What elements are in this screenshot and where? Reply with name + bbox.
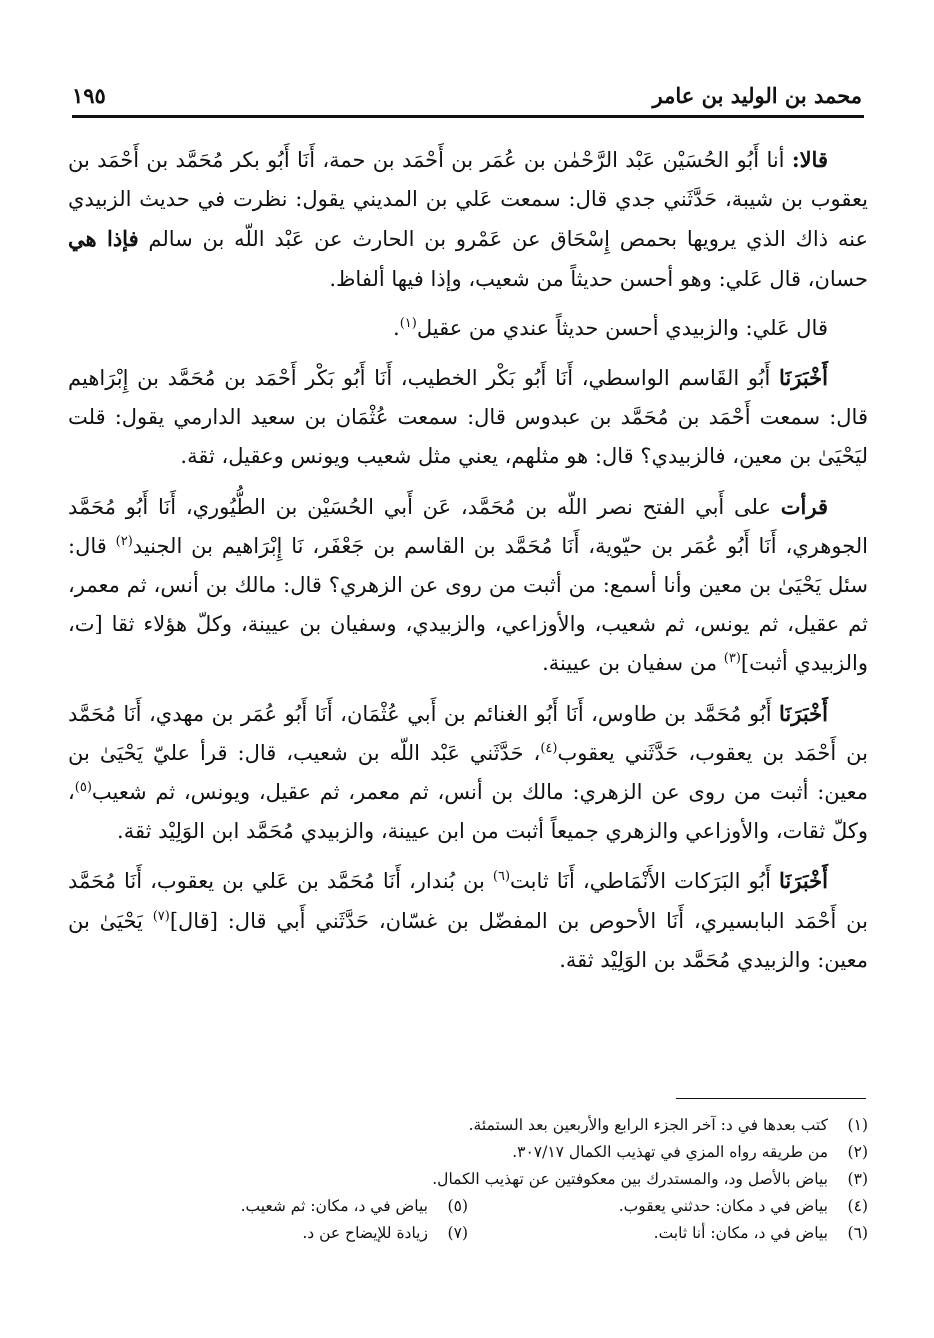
footnote-separator — [676, 1098, 866, 1099]
paragraph — [68, 309, 868, 348]
running-title: محمد بن الوليد بن عامر — [652, 83, 862, 108]
paragraph-text: . — [393, 315, 400, 340]
paragraph-text: حسان، قال عَلي: وهو أحسن حديثاً من شعيب، وإذا فيها ألفاظ. — [329, 266, 868, 291]
footnote-text: بياض بالأصل ود، والمستدرك بين معكوفتين عن تهذيب الكمال. — [432, 1170, 828, 1188]
paragraph-text: قال عَلي: والزبيدي أحسن حديثاً عندي من عقيل — [416, 315, 828, 340]
footnote-number: (٧) — [447, 1224, 468, 1242]
footnote-text: بياض في د مكان: حدثني يعقوب. — [618, 1197, 828, 1215]
bold-text: فإذا هي — [68, 226, 139, 252]
footnote-text: بياض في د، مكان: أنا ثابت. — [653, 1224, 828, 1242]
paragraph-text: ، حَدَّثَني عَبْد اللّه بن شعيب، قال: قرأ عليّ يَحْيَىٰ بن معين: أثبت من روى عن الزهري: مالك بن أنس، ثم معمر، ثم عقيل، ويونس، ثم شعيب — [68, 740, 868, 805]
footnote-5 — [68, 1193, 468, 1220]
footnote-reference: (٦) — [492, 869, 511, 885]
paragraph-text: أَبُو البَرَكات الأَنْمَاطي، أَنَا ثابت — [510, 869, 780, 894]
paragraph-lead-word: أَخْبَرَنَا — [779, 700, 828, 726]
footnote-1 — [68, 1112, 868, 1139]
paragraph-text: أَبُو القَاسم الواسطي، أَنَا أَبُو بَكْر الخطيب، أَنَا أَبُو بَكْر أَحْمَد بن مُحَمَّد بن إِبْرَاهيم قال: سمعت أَحْمَد بن مُحَمَّد بن عبدوس قال: سمعت عُثْمَان بن سعيد الدارمي يقول: قلت ليَحْيَىٰ بن معين، فالزبيدي؟ قال: هو مثلهم، يعني مثل شعيب ويونس وعقيل، ثقة. — [68, 366, 868, 469]
footnotes — [68, 1112, 868, 1247]
footnote-7 — [68, 1220, 468, 1247]
footnote-text: من طريقه رواه المزي في تهذيب الكمال ٣٠٧/١٧. — [512, 1143, 828, 1161]
paragraph-lead-word: أَخْبَرَنَا — [779, 868, 828, 894]
paragraph-text: ، وكلّ ثقات، والأوزاعي والزهري جميعاً أثبت من ابن عيينة، والزبيدي مُحَمَّد ابن الوَلِيْد ثقة. — [68, 780, 868, 844]
footnote-number: (٥) — [447, 1197, 468, 1215]
paragraph — [68, 694, 868, 852]
footnote-number: (٤) — [847, 1197, 868, 1215]
paragraph-text: أَبُو مُحَمَّد بن طاوس، أَنَا أَبُو الغنائم بن أَبي عُثْمَان، أَنَا أَبُو عُمَر بن مهدي، أَنَا مُحَمَّد بن أَحْمَد بن يعقوب، حَدَّثَني يعقوب — [68, 701, 869, 765]
paragraph-text: على أَبي الفتح نصر اللّه بن مُحَمَّد، عَن أَبي الحُسَيْن بن الطُّيُوري، أَنَا أَبُو مُحَمَّد الجوهري، أَنَا أَبُو عُمَر بن حيّوية، أَنَا مُحَمَّد بن القاسم بن جَعْفَر، نَا إِبْرَاهيم بن الجنيد — [68, 494, 868, 558]
paragraph-lead-word: أَخْبَرَنَا — [779, 365, 828, 391]
footnote-number: (٦) — [847, 1224, 868, 1242]
footnote-6 — [468, 1220, 868, 1247]
paragraph-lead-word: قالا: — [791, 147, 828, 172]
paragraph-text: بن بُندار، أَنَا مُحَمَّد بن عَلي بن يعقوب، أَنَا مُحَمَّد بن أَحْمَد البابسيري، أَنَا الأحوص بن المفضّل بن غسّان، حَدَّثَني أَبي قال: [قال] — [68, 869, 869, 933]
header-rule — [72, 115, 864, 118]
footnote-reference: (٤) — [540, 740, 558, 756]
footnote-3 — [68, 1166, 868, 1193]
page-number: ١٩٥ — [72, 83, 106, 108]
footnote-reference: (٣) — [723, 651, 741, 667]
footnote-2 — [68, 1139, 868, 1166]
footnote-text: بياض في د، مكان: ثم شعيب. — [240, 1197, 428, 1215]
paragraph-text: يَحْيَىٰ بن معين: والزبيدي مُحَمَّد بن الوَلِيْد ثقة. — [68, 908, 868, 972]
footnote-4 — [468, 1193, 868, 1220]
page-header — [72, 68, 862, 108]
footnote-number: (٢) — [847, 1143, 868, 1161]
footnote-text: كتب بعدها في د: آخر الجزء الرابع والأربعين بعد الستمئة. — [468, 1116, 828, 1134]
footnote-number: (٣) — [847, 1170, 868, 1188]
footnote-row — [68, 1193, 868, 1220]
footnote-row — [68, 1220, 868, 1247]
paragraph — [68, 140, 868, 299]
paragraph — [68, 861, 868, 980]
footnote-reference: (١) — [399, 315, 417, 331]
footnote-reference: (٧) — [152, 908, 170, 924]
footnote-number: (١) — [847, 1116, 868, 1134]
footnote-reference: (٢) — [115, 533, 133, 549]
main-text — [68, 140, 868, 990]
footnote-text: زيادة للإيضاح عن د. — [302, 1224, 428, 1242]
paragraph-lead-word: قرأت — [780, 493, 828, 519]
paragraph-text: من سفيان بن عيينة. — [542, 651, 724, 676]
footnote-reference: (٥) — [74, 780, 92, 796]
paragraph-text: قال: سئل يَحْيَىٰ بن معين وأنا أسمع: من أثبت من روى عن الزهري؟ قال: مالك بن أنس، ثم معمر، ثم عقيل، ثم يونس، ثم شعيب، والأوزاعي، والزبيدي، وسفيان بن عيينة، وكلّ هؤلاء ثقا [ت، والزبيدي أثبت] — [68, 533, 868, 676]
paragraph — [68, 358, 868, 477]
paragraph — [68, 487, 868, 684]
paragraph-text: أنا أَبُو الحُسَيْن عَبْد الرَّحْمٰن بن عُمَر بن أَحْمَد بن حمة، أَنَا أَبُو بكر مُحَمَّد بن أَحْمَد بن يعقوب بن شيبة، حَدَّثَني جدي قال: سمعت عَلي بن المديني يقول: نظرت في حديث الزبيدي عنه ذاك الذي يرويها بحمص إِسْحَاق عن عَمْرو بن الحارث عن عَبْد اللّه بن سالم — [68, 148, 868, 252]
